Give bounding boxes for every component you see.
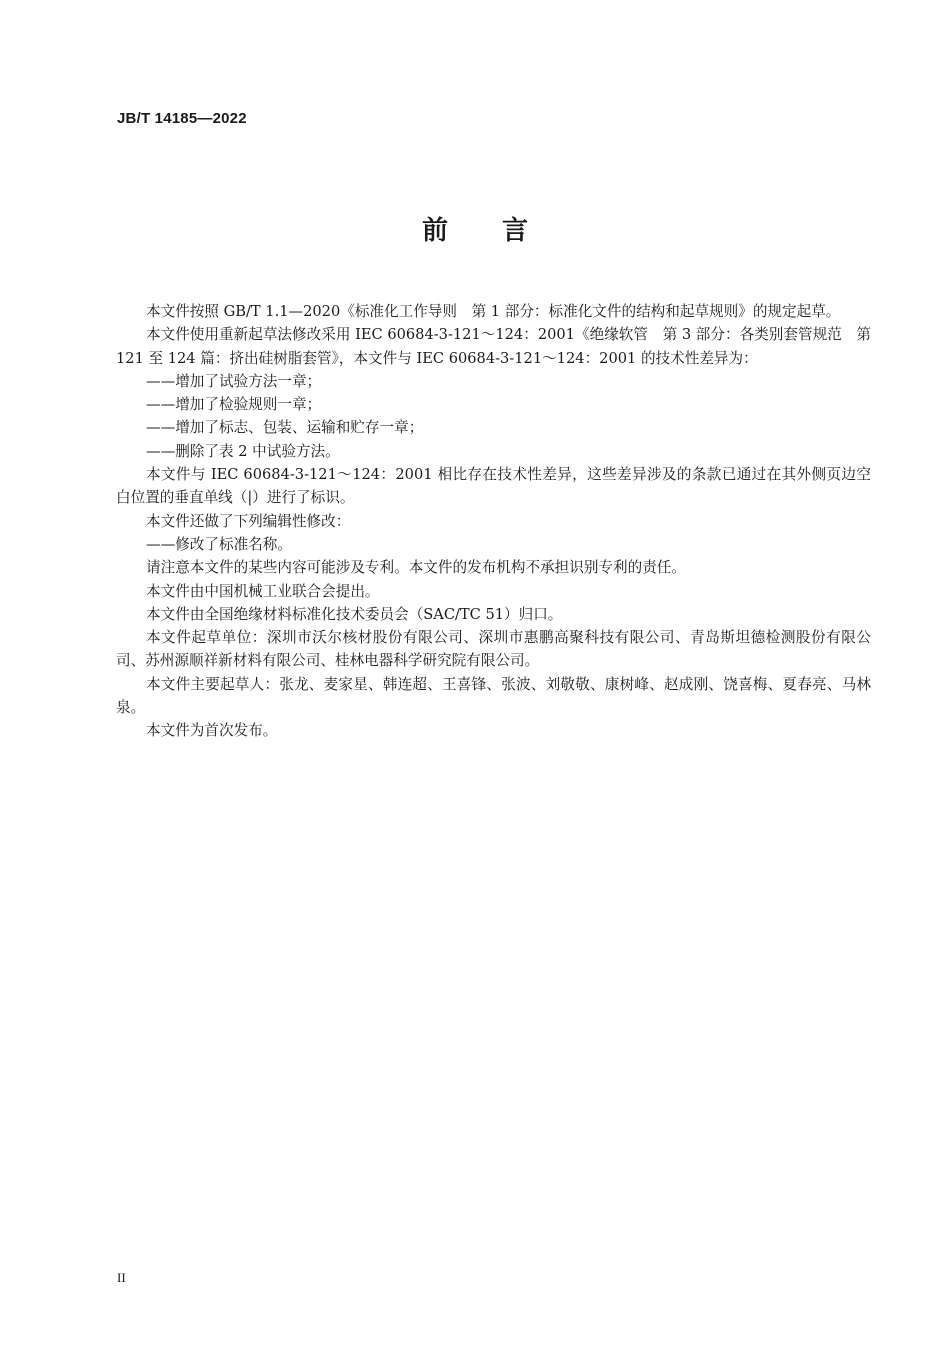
list-item-editorial: ——修改了标准名称。 (146, 535, 292, 553)
paragraph-patent-notice: 请注意本文件的某些内容可能涉及专利。本文件的发布机构不承担识别专利的责任。 (146, 559, 686, 577)
paragraph-proposer: 本文件由中国机械工业联合会提出。 (146, 582, 380, 600)
list-item-difference: ——增加了检验规则一章； (146, 396, 322, 414)
paragraph-difference-marking: 本文件与 IEC 60684-3-121～124：2001 相比存在技术性差异，这些差异涉及的条款已通过在其外侧页边空白位置的垂直单线（|）进行了标识。 (116, 466, 871, 507)
paragraph-drafters: 本文件主要起草人：张龙、麦家星、韩连超、王喜锋、张波、刘敬敬、康树峰、赵成刚、饶喜梅、夏春亮、马林泉。 (116, 675, 871, 717)
page-number: II (117, 1270, 126, 1285)
paragraph-drafting-rules: 本文件按照 GB/T 1.1—2020《标准化工作导则 第 1 部分：标准化文件的结构和起草规则》的规定起草。 (146, 303, 841, 320)
paragraph-editorial-changes: 本文件还做了下列编辑性修改： (146, 512, 351, 530)
page-title (0, 212, 950, 250)
list-item-difference: ——增加了试验方法一章； (146, 372, 322, 390)
list-item-difference: ——删除了表 2 中试验方法。 (146, 442, 340, 460)
paragraph-drafting-units: 本文件起草单位：深圳市沃尔核材股份有限公司、深圳市惠鹏高聚科技有限公司、青岛斯坦德检测股份有限公司、苏州源顺祥新材料有限公司、桂林电器科学研究院有限公司。 (116, 629, 871, 670)
title-char-2: 言 (502, 216, 529, 246)
paragraph-first-release: 本文件为首次发布。 (146, 722, 278, 740)
paragraph-adoption: 本文件使用重新起草法修改采用 IEC 60684-3-121～124：2001《绝缘软管 第 3 部分：各类别套管规范 第 121 至 124 篇：挤出硅树脂套管》，本文件与 IEC 60684-3-121～124：2001 的技术性差异为： (116, 326, 871, 367)
foreword-body (116, 300, 871, 743)
paragraph-administrator: 本文件由全国绝缘材料标准化技术委员会（SAC/TC 51）归口。 (146, 605, 563, 623)
list-item-difference: ——增加了标志、包装、运输和贮存一章； (146, 419, 424, 437)
title-char-1: 前 (421, 216, 448, 246)
document-code: JB/T 14185—2022 (117, 110, 247, 127)
